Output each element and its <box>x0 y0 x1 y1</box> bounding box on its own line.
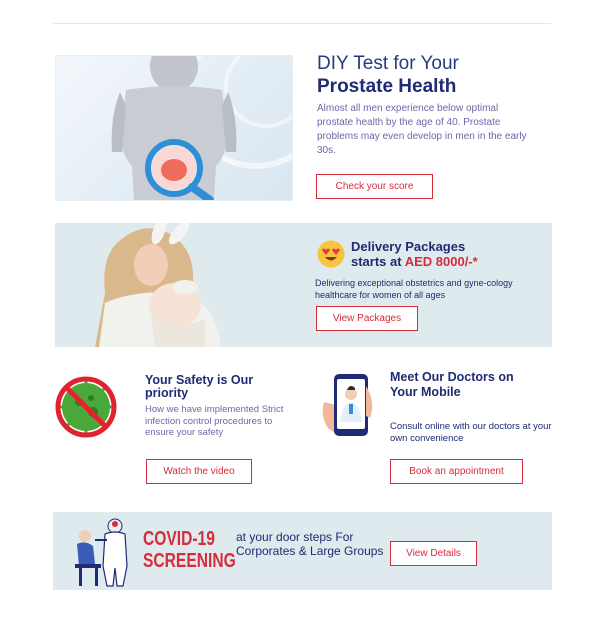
book-appointment-button[interactable]: Book an appointment <box>390 459 523 484</box>
view-packages-button[interactable]: View Packages <box>316 306 418 331</box>
prostate-title-line2: Prostate Health <box>317 76 457 97</box>
prostate-description: Almost all men experience below optimal prostate health by the age of 40. Prostate problems may even develop in men in the early 30s. <box>317 103 527 156</box>
safety-description: How we have implemented Strict infection control procedures to ensure your safety <box>145 404 284 438</box>
doctors-description: Consult online with our doctors at your own convenience <box>390 421 552 444</box>
no-virus-icon <box>55 376 117 438</box>
delivery-price: AED 8000/-* <box>404 254 478 269</box>
covid-headline-line2: SCREENING <box>143 550 236 572</box>
mobile-doctor-icon <box>318 372 378 438</box>
prostate-title <box>317 52 557 98</box>
watch-video-button[interactable]: Watch the video <box>146 459 252 484</box>
covid-banner[interactable] <box>53 512 552 590</box>
prostate-body-icon <box>56 56 292 200</box>
delivery-title <box>351 239 478 269</box>
covid-swab-test-icon <box>69 514 139 588</box>
safety-title: Your Safety is Our priority <box>145 373 254 400</box>
top-divider <box>53 23 551 24</box>
delivery-description: Delivering exceptional obstetrics and gyne-cology healthcare for women of all ages <box>315 278 513 300</box>
price-prefix: starts at <box>351 254 402 269</box>
covid-headline-line1: COVID-19 <box>143 528 215 550</box>
mother-baby-image <box>55 223 275 347</box>
prostate-title-line1: DIY Test for Your <box>317 53 459 74</box>
doctors-title: Meet Our Doctors on Your Mobile <box>390 370 514 399</box>
prostate-illustration[interactable] <box>55 55 293 201</box>
delivery-title-line1: Delivery Packages <box>351 239 466 254</box>
covid-headline <box>143 528 236 572</box>
heart-eyes-emoji-icon <box>317 240 345 268</box>
check-score-button[interactable]: Check your score <box>316 174 433 199</box>
delivery-banner[interactable] <box>55 223 552 347</box>
covid-description: at your door steps For Corporates & Large Groups <box>236 530 384 558</box>
delivery-title-line2 <box>351 254 478 269</box>
view-details-button[interactable]: View Details <box>390 541 477 566</box>
